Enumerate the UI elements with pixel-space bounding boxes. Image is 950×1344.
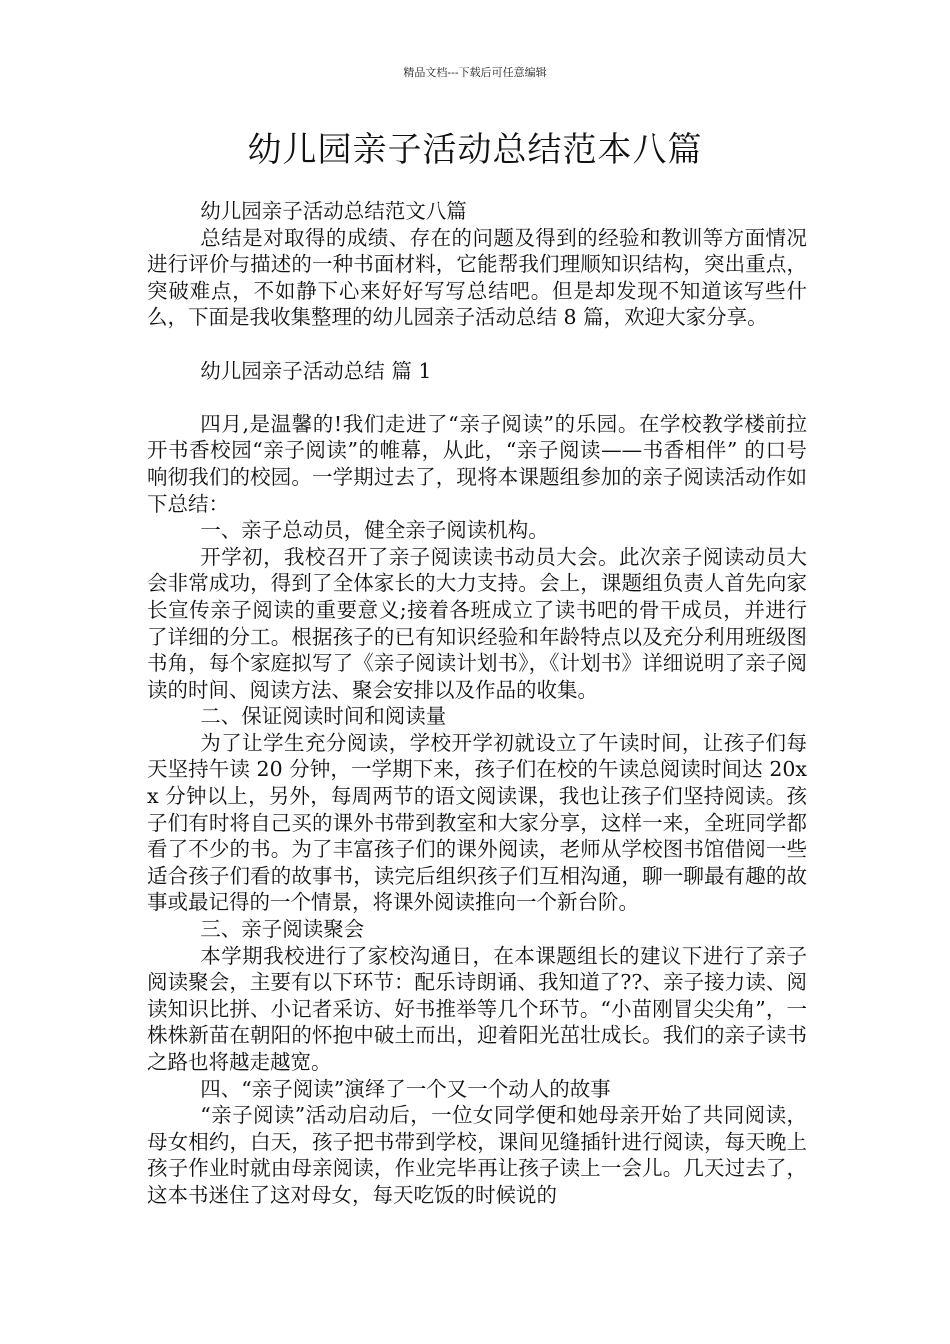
intro-paragraph: 总结是对取得的成绩、存在的问题及得到的经验和教训等方面情况进行评价与描述的一种书面材料，它能帮我们理顺知识结构，突出重点，突破难点，不如静下心来好好写写总结吧。但是却发现不知道该写些什么，下面是我收集整理的幼儿园亲子活动总结 8 篇，欢迎大家分享。 [147,225,807,330]
header-note: 精品文档---下载后可任意编辑 [403,66,547,79]
subheading: 三、亲子阅读聚会 [200,917,365,942]
body-paragraph: 为了让学生充分阅读，学校开学初就设立了午读时间，让孩子们每天坚持午读 20 分钟，一学期下来，孩子们在校的午读总阅读时间达 20xx 分钟以上，另外，每周两节的语文阅读课，我也让孩子们坚持阅读。孩子们有时将自己买的课外书带到教室和大家分享，这样一来，全班同学都看了不少的书。为了丰富孩子们的课外阅读，老师从学校图书馆借阅一些适合孩子们看的故事书，读完后组织孩子们互相沟通，聊一聊最有趣的故事或最记得的一个情景，将课外阅读推向一个新台阶。 [147,730,807,915]
body-paragraph: 本学期我校进行了家校沟通日，在本课题组长的建议下进行了亲子阅读聚会，主要有以下环节：配乐诗朗诵、我知道了??、亲子接力读、阅读知识比拼、小记者采访、好书推举等几个环节。“小苗刚冒尖尖角”，一株株新苗在朝阳的怀抱中破土而出，迎着阳光茁壮成长。我们的亲子读书之路也将越走越宽。 [147,943,807,1074]
subheading: 一、亲子总动员，健全亲子阅读机构。 [200,518,549,543]
section-heading: 幼儿园亲子活动总结 篇 1 [200,358,432,383]
document-body [147,198,807,1209]
blank-line [147,331,807,358]
body-paragraph: 四月,是温馨的!我们走进了“亲子阅读”的乐园。在学校教学楼前拉开书香校园“亲子阅读”的帷幕，从此，“亲子阅读——书香相伴” 的口号响彻我们的校园。一学期过去了，现将本课题组参加的亲子阅读活动作如下总结： [147,411,807,516]
body-paragraph: 开学初，我校召开了亲子阅读读书动员大会。此次亲子阅读动员大会非常成功，得到了全体家长的大力支持。会上，课题组负责人首先向家长宣传亲子阅读的重要意义;接着各班成立了读书吧的骨干成员，并进行了详细的分工。根据孩子的已有知识经验和年龄特点以及充分利用班级图书角，每个家庭拟写了《亲子阅读计划书》，《计划书》详细说明了亲子阅读的时间、阅读方法、聚会安排以及作品的收集。 [147,544,807,702]
document-title: 幼儿园亲子活动总结范本八篇 [247,130,703,170]
body-paragraph: “亲子阅读”活动启动后，一位女同学便和她母亲开始了共同阅读，母女相约，白天，孩子把书带到学校，课间见缝插针进行阅读，每天晚上孩子作业时就由母亲阅读，作业完毕再让孩子读上一会儿。几天过去了，这本书迷住了这对母女，每天吃饭的时候说的 [147,1103,807,1207]
subtitle-paragraph: 幼儿园亲子活动总结范文八篇 [200,199,467,223]
subheading: 四、“亲子阅读”演绎了一个又一个动人的故事 [200,1076,611,1101]
blank-line [147,384,807,411]
subheading: 二、保证阅读时间和阅读量 [200,704,447,729]
